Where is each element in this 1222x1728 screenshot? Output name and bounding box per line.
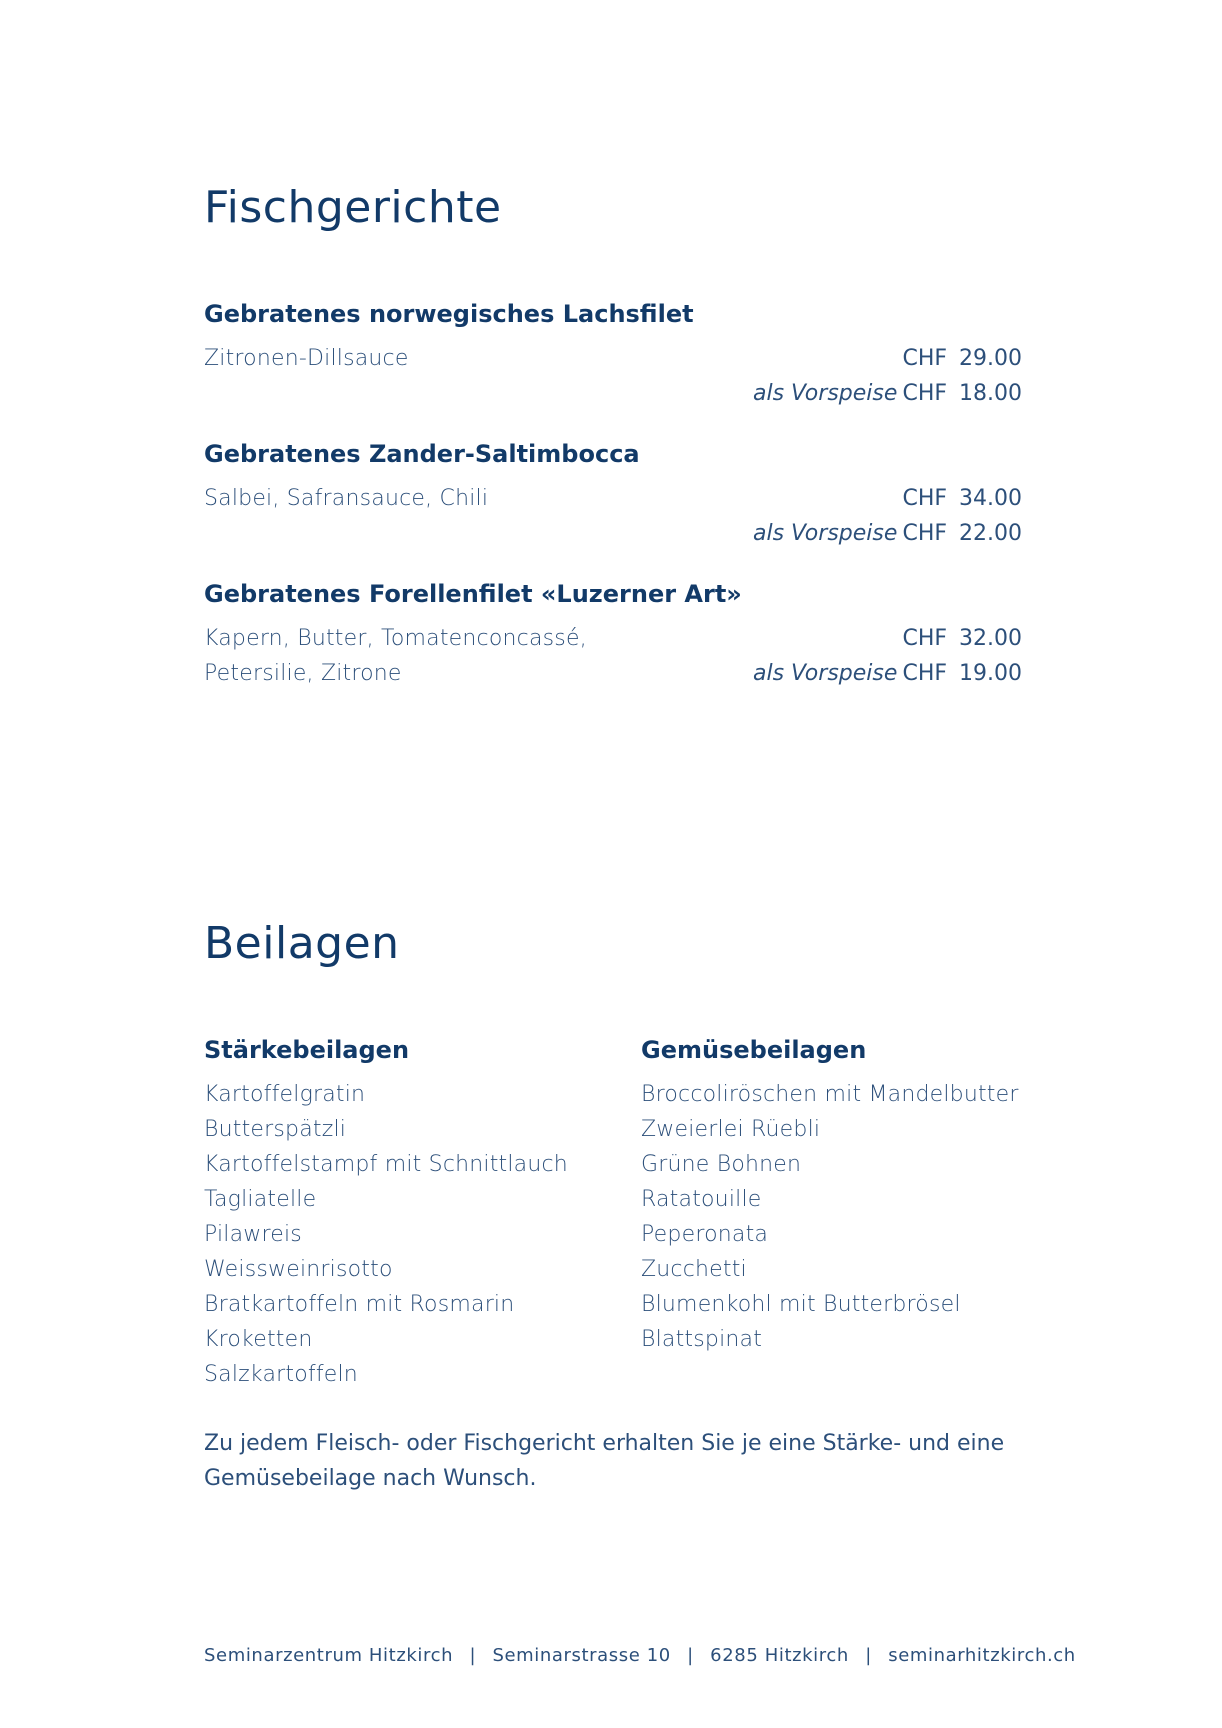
main-price xyxy=(822,486,1022,511)
list-item: Broccoliröschen mit Mandelbutter xyxy=(641,1082,1019,1107)
list-item: Weissweinrisotto xyxy=(204,1257,393,1282)
footer-separator: | xyxy=(865,1645,872,1666)
footer-city: 6285 Hitzkirch xyxy=(710,1645,849,1666)
vorspeise-price xyxy=(822,381,1022,406)
currency: CHF xyxy=(902,521,948,546)
vorspeise-label: als Vorspeise xyxy=(753,661,898,686)
price-value: 18.00 xyxy=(959,381,1022,406)
gemuesebeilagen-column xyxy=(641,1036,1019,1362)
currency: CHF xyxy=(902,346,948,371)
list-item: Tagliatelle xyxy=(204,1187,317,1212)
section-title-beilagen: Beilagen xyxy=(204,918,400,969)
dish-name: Gebratenes norwegisches Lachsfilet xyxy=(204,300,694,328)
list-item: Kartoffelgratin xyxy=(204,1082,366,1107)
price-value: 32.00 xyxy=(959,626,1022,651)
footer-separator: | xyxy=(469,1645,477,1666)
list-item: Zweierlei Rüebli xyxy=(641,1117,821,1142)
dish-name: Gebratenes Zander-Saltimbocca xyxy=(204,440,640,468)
list-item: Bratkartoffeln mit Rosmarin xyxy=(204,1292,515,1317)
dish-description: Kapern, Butter, Tomatenconcassé, xyxy=(204,626,587,651)
price-value: 19.00 xyxy=(959,661,1022,686)
footer xyxy=(204,1645,1076,1666)
staerkebeilagen-column xyxy=(204,1036,568,1397)
list-item: Kartoffelstampf mit Schnittlauch xyxy=(204,1152,568,1177)
main-price xyxy=(822,626,1022,651)
currency: CHF xyxy=(902,486,948,511)
footer-website-link[interactable]: seminarhitzkirch.ch xyxy=(888,1645,1076,1666)
list-item: Butterspätzli xyxy=(204,1117,347,1142)
list-item: Salzkartoffeln xyxy=(204,1362,358,1387)
dish-description: Salbei, Safransauce, Chili xyxy=(204,486,489,511)
staerkebeilagen-list xyxy=(204,1082,568,1397)
list-item: Blumenkohl mit Butterbrösel xyxy=(641,1292,961,1317)
footer-street: Seminarstrasse 10 xyxy=(492,1645,671,1666)
gemuesebeilagen-list xyxy=(641,1082,1019,1362)
list-item: Zucchetti xyxy=(641,1257,747,1282)
vorspeise-label: als Vorspeise xyxy=(753,521,898,546)
price-value: 34.00 xyxy=(959,486,1022,511)
section-title-fischgerichte: Fischgerichte xyxy=(204,182,502,233)
list-item: Peperonata xyxy=(641,1222,769,1247)
currency: CHF xyxy=(902,381,948,406)
list-item: Kroketten xyxy=(204,1327,313,1352)
column-heading: Stärkebeilagen xyxy=(204,1036,410,1064)
currency: CHF xyxy=(902,661,948,686)
list-item: Blattspinat xyxy=(641,1327,763,1352)
vorspeise-price xyxy=(822,661,1022,686)
list-item: Ratatouille xyxy=(641,1187,762,1212)
currency: CHF xyxy=(902,626,948,651)
main-price xyxy=(822,346,1022,371)
dish-description: Zitronen-Dillsauce xyxy=(204,346,409,371)
price-value: 29.00 xyxy=(959,346,1022,371)
list-item: Grüne Bohnen xyxy=(641,1152,802,1177)
list-item: Pilawreis xyxy=(204,1222,302,1247)
column-heading: Gemüsebeilagen xyxy=(641,1036,867,1064)
vorspeise-price xyxy=(822,521,1022,546)
dish-name: Gebratenes Forellenfilet «Luzerner Art» xyxy=(204,580,742,608)
price-value: 22.00 xyxy=(959,521,1022,546)
beilagen-note: Zu jedem Fleisch- oder Fischgericht erhalten Sie je eine Stärke- und eine Gemüsebeilage nach Wunsch. xyxy=(204,1431,1005,1491)
vorspeise-label: als Vorspeise xyxy=(753,381,898,406)
footer-name: Seminarzentrum Hitzkirch xyxy=(204,1645,454,1666)
footer-separator: | xyxy=(687,1645,694,1666)
dish-description-line2: Petersilie, Zitrone xyxy=(204,661,402,686)
